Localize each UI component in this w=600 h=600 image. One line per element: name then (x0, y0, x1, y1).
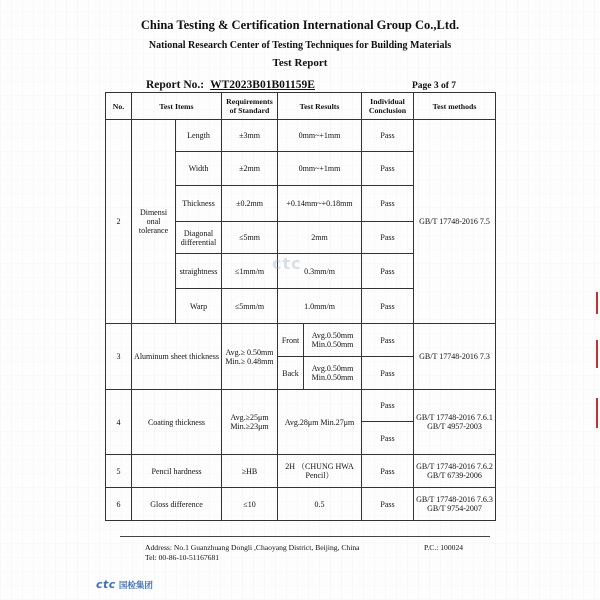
requirement: ±2mm (222, 152, 278, 186)
page-indicator: Page 3 of 7 (412, 81, 457, 91)
logo-latin: ctc (96, 578, 116, 591)
report-number (146, 79, 315, 91)
row-number: 3 (106, 324, 132, 390)
requirement: ≤1mm/m (222, 254, 278, 289)
test-item: Dimensi onal tolerance (132, 120, 176, 324)
footer-tel: Tel: 00-86-10-51167681 (145, 553, 220, 562)
test-method: GB/T 17748-2016 7.3 (414, 324, 496, 390)
test-result: Avg.0.50mm Min.0.50mm (304, 324, 362, 357)
test-result: 0mm~+1mm (278, 120, 362, 152)
test-result: 0.5 (278, 488, 362, 521)
test-result: +0.14mm~+0.18mm (278, 186, 362, 222)
side-label: Front (278, 324, 304, 357)
test-result: 0mm~+1mm (278, 152, 362, 186)
sub-item: Warp (176, 289, 222, 324)
sub-item: Length (176, 120, 222, 152)
requirement: ≤5mm/m (222, 289, 278, 324)
row-number: 6 (106, 488, 132, 521)
sub-item: Diagonal differential (176, 222, 222, 254)
logo-chinese: 国检集团 (118, 581, 153, 591)
test-item: Aluminum sheet thickness (132, 324, 222, 390)
requirement: ≤5mm (222, 222, 278, 254)
side-label: Back (278, 357, 304, 390)
results-table (105, 92, 496, 521)
test-result: 2H （CHUNG HWA Pencil） (278, 455, 362, 488)
conclusion: Pass (362, 289, 414, 324)
col-test-results: Test Results (278, 93, 362, 120)
conclusion: Pass (362, 152, 414, 186)
conclusion: Pass (362, 488, 414, 521)
sub-item: straightness (176, 254, 222, 289)
requirement: Avg.≥25μm Min.≥23μm (222, 390, 278, 455)
conclusion: Pass (362, 455, 414, 488)
col-no: No. (106, 93, 132, 120)
test-item: Gloss difference (132, 488, 222, 521)
row-number: 5 (106, 455, 132, 488)
test-result: Avg.28μm Min.27μm (278, 390, 362, 455)
test-result: 0.3mm/m (278, 254, 362, 289)
test-item: Pencil hardness (132, 455, 222, 488)
col-conclusion: Individual Conclusion (362, 93, 414, 120)
conclusion: Pass (362, 186, 414, 222)
edge-mark (596, 292, 598, 314)
edge-mark (596, 398, 598, 428)
row-number: 4 (106, 390, 132, 455)
footer-divider (120, 536, 490, 537)
conclusion: Pass (362, 222, 414, 254)
table-row (106, 120, 496, 152)
col-test-items: Test Items (132, 93, 222, 120)
test-method: GB/T 17748-2016 7.6.3 GB/T 9754-2007 (414, 488, 496, 521)
col-methods: Test methods (414, 93, 496, 120)
test-method: GB/T 17748-2016 7.5 (414, 120, 496, 324)
test-result: Avg.0.50mm Min.0.50mm (304, 357, 362, 390)
footer-address: Address: No.1 Guanzhuang Dongli ,Chaoyang District, Beijing, China (145, 543, 360, 552)
footer-postcode: P.C.: 100024 (424, 543, 464, 552)
table-row (106, 390, 496, 422)
conclusion: Pass (362, 120, 414, 152)
report-label: Report No.: (146, 79, 205, 91)
table-header-row (106, 93, 496, 120)
test-method: GB/T 17748-2016 7.6.1 GB/T 4957-2003 (414, 390, 496, 455)
test-result: 1.0mm/m (278, 289, 362, 324)
table-row (106, 324, 496, 357)
row-number: 2 (106, 120, 132, 324)
requirement: ≥HB (222, 455, 278, 488)
requirement: ±3mm (222, 120, 278, 152)
report-number-value: WT2023B01B01159E (210, 79, 315, 91)
center-name: National Research Center of Testing Techniques for Building Materials (148, 40, 452, 51)
sub-item: Thickness (176, 186, 222, 222)
requirement: Avg.≥ 0.50mm Min.≥ 0.48mm (222, 324, 278, 390)
conclusion: Pass (362, 422, 414, 455)
conclusion: Pass (362, 390, 414, 422)
doc-title: Test Report (272, 57, 328, 69)
edge-mark (596, 340, 598, 368)
org-name: China Testing & Certification International Group Co.,Ltd. (140, 18, 460, 32)
watermark-mark: ctc (272, 254, 302, 273)
requirement: ±0.2mm (222, 186, 278, 222)
table-row (106, 455, 496, 488)
test-item: Coating thickness (132, 390, 222, 455)
test-result: 2mm (278, 222, 362, 254)
requirement: ≤10 (222, 488, 278, 521)
sub-item: Width (176, 152, 222, 186)
col-requirements: Requirements of Standard (222, 93, 278, 120)
ctc-logo (96, 578, 153, 591)
conclusion: Pass (362, 324, 414, 357)
conclusion: Pass (362, 357, 414, 390)
table-row (106, 488, 496, 521)
conclusion: Pass (362, 254, 414, 289)
test-method: GB/T 17748-2016 7.6.2 GB/T 6739-2006 (414, 455, 496, 488)
